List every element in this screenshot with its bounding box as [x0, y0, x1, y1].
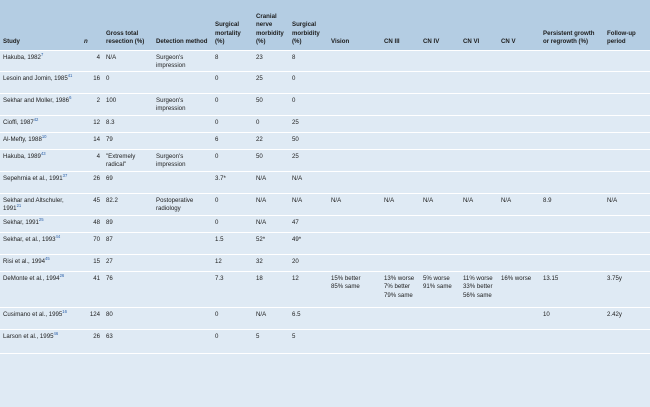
mortality-cell: 7.3: [212, 271, 253, 307]
mortality-cell: 0: [212, 215, 253, 232]
method-cell: [153, 232, 212, 254]
cn-morbidity-cell: N/A: [253, 307, 289, 329]
cn4-cell: [420, 115, 460, 132]
morbidity-cell: N/A: [289, 171, 328, 193]
morbidity-cell: 47: [289, 215, 328, 232]
method-cell: Surgeon's impression: [153, 149, 212, 171]
cn4-cell: [420, 254, 460, 271]
n-cell: 26: [81, 171, 103, 193]
cn-morbidity-cell: 50: [253, 149, 289, 171]
vision-cell: [328, 307, 381, 329]
study-cell: [0, 132, 81, 149]
morbidity-cell: 50: [289, 132, 328, 149]
column-header: Follow-up period: [604, 0, 650, 50]
growth-cell: [540, 329, 604, 353]
cn4-cell: [420, 132, 460, 149]
cn3-cell: [381, 50, 420, 71]
method-cell: [153, 71, 212, 93]
method-cell: [153, 307, 212, 329]
growth-cell: 8.9: [540, 193, 604, 215]
n-cell: 4: [81, 50, 103, 71]
column-header: Study: [0, 0, 81, 50]
mortality-cell: 0: [212, 93, 253, 115]
column-header: Vision: [328, 0, 381, 50]
reference-link[interactable]: 45: [45, 255, 50, 261]
cn3-cell: [381, 215, 420, 232]
cn3-cell: [381, 93, 420, 115]
mortality-cell: 0: [212, 71, 253, 93]
cn5-cell: [498, 171, 540, 193]
cn4-cell: N/A: [420, 193, 460, 215]
morbidity-cell: 25: [289, 149, 328, 171]
n-cell: 124: [81, 307, 103, 329]
followup-cell: [604, 171, 650, 193]
study-name: Sepehrnia et al., 1991: [3, 174, 63, 182]
growth-cell: [540, 254, 604, 271]
mortality-cell: 12: [212, 254, 253, 271]
cn4-cell: [420, 215, 460, 232]
cn4-cell: [420, 307, 460, 329]
n-cell: 15: [81, 254, 103, 271]
vision-cell: [328, 93, 381, 115]
study-cell: [0, 254, 81, 271]
resection-cell: 89: [103, 215, 153, 232]
cn6-cell: [460, 71, 498, 93]
column-header: n: [81, 0, 103, 50]
followup-cell: [604, 232, 650, 254]
study-name: Sekhar, et al., 1993: [3, 235, 56, 243]
followup-cell: [604, 115, 650, 132]
followup-cell: [604, 254, 650, 271]
resection-cell: 82.2: [103, 193, 153, 215]
study-name: DeMonte et al., 1994: [3, 274, 60, 282]
cn6-cell: [460, 307, 498, 329]
column-header: Surgical morbidity (%): [289, 0, 328, 50]
cn4-cell: 5% worse 91% same: [420, 271, 460, 307]
mortality-cell: 0: [212, 149, 253, 171]
n-cell: 41: [81, 271, 103, 307]
followup-cell: [604, 93, 650, 115]
vision-cell: [328, 215, 381, 232]
vision-cell: [328, 254, 381, 271]
cn5-cell: [498, 115, 540, 132]
table-row: [0, 71, 650, 93]
morbidity-cell: 20: [289, 254, 328, 271]
method-cell: [153, 329, 212, 353]
cn5-cell: [498, 329, 540, 353]
cn6-cell: [460, 254, 498, 271]
growth-cell: [540, 232, 604, 254]
cn-morbidity-cell: 50: [253, 93, 289, 115]
resection-cell: 100: [103, 93, 153, 115]
morbidity-cell: 49*: [289, 232, 328, 254]
n-cell: 48: [81, 215, 103, 232]
method-cell: Postoperative radiology: [153, 193, 212, 215]
cn-morbidity-cell: 25: [253, 71, 289, 93]
cn-morbidity-cell: N/A: [253, 193, 289, 215]
study-name: Larson et al., 1995: [3, 332, 54, 340]
cn4-cell: [420, 149, 460, 171]
study-cell: [0, 193, 81, 215]
study-cell: [0, 329, 81, 353]
column-header: CN IV: [420, 0, 460, 50]
cn6-cell: [460, 215, 498, 232]
table-row: [0, 329, 650, 353]
resection-cell: 0: [103, 71, 153, 93]
cn6-cell: [460, 50, 498, 71]
cn3-cell: [381, 171, 420, 193]
cn4-cell: [420, 71, 460, 93]
mortality-cell: 1.5: [212, 232, 253, 254]
cn3-cell: [381, 232, 420, 254]
reference-link[interactable]: 46: [53, 330, 59, 336]
cn6-cell: [460, 93, 498, 115]
study-cell: [0, 307, 81, 329]
cn-morbidity-cell: 18: [253, 271, 289, 307]
column-header: Surgical mortality (%): [212, 0, 253, 50]
cn-morbidity-cell: 5: [253, 329, 289, 353]
study-name: Lesoin and Jomin, 1985: [3, 74, 68, 82]
followup-cell: [604, 50, 650, 71]
study-name: Sekhar, 1991: [3, 218, 39, 226]
n-cell: 70: [81, 232, 103, 254]
cn5-cell: 16% worse: [498, 271, 540, 307]
cn3-cell: [381, 307, 420, 329]
cn4-cell: [420, 93, 460, 115]
cn5-cell: N/A: [498, 193, 540, 215]
method-cell: [153, 254, 212, 271]
method-cell: [153, 171, 212, 193]
resection-cell: 8.3: [103, 115, 153, 132]
cn5-cell: [498, 149, 540, 171]
column-header: CN V: [498, 0, 540, 50]
resection-cell: 76: [103, 271, 153, 307]
table-row: [0, 115, 650, 132]
cn3-cell: [381, 329, 420, 353]
table-row: [0, 215, 650, 232]
study-name: Risi et al., 1994: [3, 257, 46, 265]
table-row: [0, 193, 650, 215]
table-row: [0, 171, 650, 193]
study-cell: [0, 93, 81, 115]
study-name: Hakuba, 1989: [3, 152, 41, 160]
cn3-cell: N/A: [381, 193, 420, 215]
cn3-cell: [381, 149, 420, 171]
cn4-cell: [420, 329, 460, 353]
n-cell: 2: [81, 93, 103, 115]
cn3-cell: 13% worse 7% better 79% same: [381, 271, 420, 307]
vision-cell: 15% better 85% same: [328, 271, 381, 307]
followup-cell: [604, 149, 650, 171]
followup-cell: [604, 329, 650, 353]
morbidity-cell: 0: [289, 93, 328, 115]
cn6-cell: [460, 171, 498, 193]
n-cell: 45: [81, 193, 103, 215]
reference-link[interactable]: 42: [33, 116, 39, 122]
n-cell: 12: [81, 115, 103, 132]
study-name: Hakuba, 1982: [3, 53, 41, 61]
vision-cell: [328, 149, 381, 171]
vision-cell: [328, 71, 381, 93]
column-header: Cranial nerve morbidity (%): [253, 0, 289, 50]
cn4-cell: [420, 50, 460, 71]
vision-cell: [328, 171, 381, 193]
cn6-cell: 11% worse 33% better 56% same: [460, 271, 498, 307]
vision-cell: [328, 115, 381, 132]
growth-cell: [540, 171, 604, 193]
cn-morbidity-cell: N/A: [253, 171, 289, 193]
morbidity-cell: N/A: [289, 193, 328, 215]
reference-link[interactable]: 37: [62, 172, 68, 178]
study-cell: [0, 215, 81, 232]
table-row: [0, 50, 650, 71]
study-name: Cusimano et al., 1995: [3, 310, 63, 318]
vision-cell: [328, 50, 381, 71]
cn-morbidity-cell: 23: [253, 50, 289, 71]
column-header: Detection method: [153, 0, 212, 50]
study-cell: [0, 71, 81, 93]
cn6-cell: N/A: [460, 193, 498, 215]
cn6-cell: [460, 232, 498, 254]
cn5-cell: [498, 50, 540, 71]
method-cell: [153, 132, 212, 149]
method-cell: [153, 215, 212, 232]
reference-link[interactable]: 21: [16, 202, 22, 208]
mortality-cell: 0: [212, 193, 253, 215]
vision-cell: [328, 232, 381, 254]
reference-link[interactable]: 44: [55, 233, 61, 239]
followup-cell: [604, 71, 650, 93]
n-cell: 4: [81, 149, 103, 171]
cn6-cell: [460, 115, 498, 132]
reference-link[interactable]: 25: [38, 216, 44, 222]
cn4-cell: [420, 171, 460, 193]
growth-cell: 13.15: [540, 271, 604, 307]
morbidity-cell: 5: [289, 329, 328, 353]
growth-cell: [540, 71, 604, 93]
column-header: Gross total resection (%): [103, 0, 153, 50]
cn6-cell: [460, 329, 498, 353]
cn-morbidity-cell: N/A: [253, 215, 289, 232]
method-cell: Surgeon's impression: [153, 93, 212, 115]
cn3-cell: [381, 254, 420, 271]
mortality-cell: 8: [212, 50, 253, 71]
cn6-cell: [460, 132, 498, 149]
table-row: [0, 254, 650, 271]
mortality-cell: 3.7*: [212, 171, 253, 193]
growth-cell: [540, 93, 604, 115]
mortality-cell: 0: [212, 307, 253, 329]
cn-morbidity-cell: 52*: [253, 232, 289, 254]
study-cell: [0, 271, 81, 307]
table-row: [0, 93, 650, 115]
cn5-cell: [498, 254, 540, 271]
resection-cell: N/A: [103, 50, 153, 71]
vision-cell: [328, 329, 381, 353]
cn5-cell: [498, 232, 540, 254]
reference-link[interactable]: 7: [40, 51, 44, 57]
followup-cell: N/A: [604, 193, 650, 215]
cn3-cell: [381, 132, 420, 149]
growth-cell: [540, 50, 604, 71]
vision-cell: [328, 132, 381, 149]
resection-cell: 63: [103, 329, 153, 353]
method-cell: [153, 115, 212, 132]
growth-cell: [540, 215, 604, 232]
followup-cell: 3.75y: [604, 271, 650, 307]
cn-morbidity-cell: 32: [253, 254, 289, 271]
study-cell: [0, 171, 81, 193]
n-cell: 14: [81, 132, 103, 149]
mortality-cell: 0: [212, 115, 253, 132]
resection-cell: 69: [103, 171, 153, 193]
vision-cell: N/A: [328, 193, 381, 215]
cn3-cell: [381, 115, 420, 132]
cn5-cell: [498, 215, 540, 232]
cn5-cell: [498, 132, 540, 149]
cn-morbidity-cell: 22: [253, 132, 289, 149]
study-name: Sekhar and Altschuler, 1991: [3, 196, 64, 212]
followup-cell: [604, 132, 650, 149]
study-cell: [0, 115, 81, 132]
cn6-cell: [460, 149, 498, 171]
resection-cell: "Extremely radical": [103, 149, 153, 171]
study-name: Al-Mefty, 1988: [3, 135, 42, 143]
column-header: CN VI: [460, 0, 498, 50]
study-cell: [0, 232, 81, 254]
cn3-cell: [381, 71, 420, 93]
table-row: [0, 271, 650, 307]
method-cell: [153, 271, 212, 307]
study-cell: [0, 149, 81, 171]
study-name: Sekhar and Moller, 1986: [3, 96, 70, 104]
resection-cell: 87: [103, 232, 153, 254]
morbidity-cell: 6.5: [289, 307, 328, 329]
growth-cell: [540, 115, 604, 132]
mortality-cell: 0: [212, 329, 253, 353]
table-row: [0, 232, 650, 254]
reference-link[interactable]: 26: [59, 272, 65, 278]
cn-morbidity-cell: 0: [253, 115, 289, 132]
n-cell: 26: [81, 329, 103, 353]
cn5-cell: [498, 71, 540, 93]
morbidity-cell: 12: [289, 271, 328, 307]
growth-cell: [540, 149, 604, 171]
reference-link[interactable]: 6: [69, 94, 72, 100]
cn4-cell: [420, 232, 460, 254]
mortality-cell: 6: [212, 132, 253, 149]
growth-cell: 10: [540, 307, 604, 329]
resection-cell: 80: [103, 307, 153, 329]
column-header: CN III: [381, 0, 420, 50]
reference-link[interactable]: 41: [67, 72, 73, 78]
reference-link[interactable]: 10: [41, 133, 47, 139]
resection-cell: 27: [103, 254, 153, 271]
column-header: Persistent growth or regrowth (%): [540, 0, 604, 50]
table-row: [0, 307, 650, 329]
reference-link[interactable]: 16: [62, 308, 67, 314]
method-cell: Surgeon's impression: [153, 50, 212, 71]
study-name: Cioffi, 1987: [3, 118, 34, 126]
reference-link[interactable]: 43: [40, 150, 46, 156]
study-cell: [0, 50, 81, 71]
n-cell: 16: [81, 71, 103, 93]
followup-cell: 2.42y: [604, 307, 650, 329]
morbidity-cell: 0: [289, 71, 328, 93]
cn5-cell: [498, 93, 540, 115]
table-row: [0, 149, 650, 171]
morbidity-cell: 8: [289, 50, 328, 71]
growth-cell: [540, 132, 604, 149]
resection-cell: 79: [103, 132, 153, 149]
morbidity-cell: 25: [289, 115, 328, 132]
table-row: [0, 132, 650, 149]
followup-cell: [604, 215, 650, 232]
header-row: [0, 0, 650, 50]
cn5-cell: [498, 307, 540, 329]
